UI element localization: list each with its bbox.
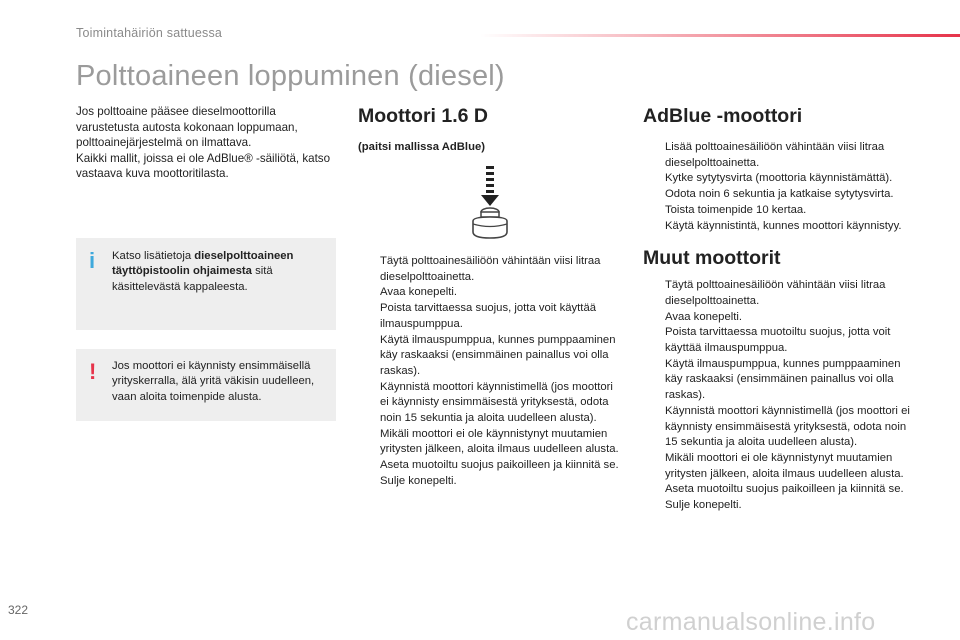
step-item (643, 451, 913, 482)
adblue-title: AdBlue -moottori (643, 105, 803, 127)
step-item (643, 310, 913, 326)
step-text: Lisää polttoainesäiliöön vähintään viisi litraa dieselpolttoainetta. (665, 141, 885, 169)
intro-text (76, 104, 338, 182)
engine-16d-subtitle: (paitsi mallissa AdBlue) (358, 141, 486, 153)
info-box (76, 238, 336, 330)
step-item (643, 171, 913, 187)
step-item (643, 187, 913, 203)
step-item (358, 301, 620, 332)
header-rule (480, 34, 960, 37)
step-text: Toista toimenpide 10 kertaa. (665, 203, 807, 216)
info-text-before: Katso lisätietoja (112, 250, 195, 262)
adblue-steps (643, 140, 913, 234)
engine-16d-section (358, 104, 620, 153)
engine-16d-steps (358, 254, 620, 490)
step-item (358, 333, 620, 380)
warning-box (76, 349, 336, 421)
warning-text: Jos moottori ei käynnisty ensimmäisellä yrityskerralla, älä yritä väkisin uudelleen, vaan aloita toimenpide alusta. (112, 360, 315, 403)
intro-paragraph: Kaikki mallit, joissa ei ole AdBlue® -säiliötä, katso vastaava kuva moottoritilasta. (76, 151, 331, 181)
step-item (643, 278, 913, 309)
step-item (643, 325, 913, 356)
step-item (643, 357, 913, 404)
step-text: Aseta muotoiltu suojus paikoilleen ja kiinnitä se. (380, 459, 619, 472)
step-text: Käynnistä moottori käynnistimellä (jos moottori ei käynnisty ensimmäisestä yrityksestä, odota noin 15 sekuntia ja aloita uudelleen alusta). (665, 404, 910, 449)
step-text: Aseta muotoiltu suojus paikoilleen ja kiinnitä se. (665, 483, 904, 496)
step-item (358, 458, 620, 474)
page-number: 322 (8, 603, 29, 617)
step-text: Kytke sytytysvirta (moottoria käynnistämättä). (665, 172, 893, 185)
step-text: Odota noin 6 sekuntia ja katkaise sytytysvirta. (665, 188, 894, 201)
step-text: Poista tarvittaessa suojus, jotta voit käyttää ilmauspumppua. (380, 302, 597, 330)
engine-16d-title: Moottori 1.6 D (358, 105, 488, 127)
step-item (643, 140, 913, 171)
step-text: Avaa konepelti. (665, 310, 743, 323)
info-text-bold: dieselpolttoaineen täyttöpistoolin ohjaimesta (112, 250, 294, 278)
right-column (643, 104, 913, 514)
step-item (643, 404, 913, 451)
warning-icon: ! (89, 359, 97, 384)
step-text: Mikäli moottori ei ole käynnistynyt muutamien yritysten jälkeen, aloita ilmaus uudelleen alusta. (380, 427, 619, 456)
step-text: Poista tarvittaessa muotoiltu suojus, jotta voit käyttää ilmauspumppua. (665, 326, 891, 355)
step-text: Mikäli moottori ei ole käynnistynyt muutamien yritysten jälkeen, aloita ilmaus uudelleen alusta. (665, 451, 904, 480)
step-text: Käytä käynnistintä, kunnes moottori käynnistyy. (665, 219, 902, 232)
step-item (358, 427, 620, 458)
step-text: Täytä polttoainesäiliöön vähintään viisi litraa dieselpolttoainetta. (665, 279, 886, 307)
step-text: Käynnistä moottori käynnistimellä (jos moottori ei käynnisty ensimmäisestä yrityksestä, odota noin 15 sekuntia ja aloita uudelleen alusta). (380, 380, 613, 425)
section-header: Toimintahäiriön sattuessa (76, 26, 223, 40)
step-text: Käytä ilmauspumppua, kunnes pumppaaminen käy raskaaksi (ensimmäinen painallus voi olla raskas). (380, 333, 616, 377)
step-item (358, 285, 620, 301)
page-title: Polttoaineen loppuminen (diesel) (76, 60, 505, 92)
fuel-primer-pump-icon (470, 166, 510, 240)
step-text: Käytä ilmauspumppua, kunnes pumppaaminen käy raskaaksi (ensimmäinen painallus voi olla raskas). (665, 357, 901, 402)
step-item (643, 203, 913, 219)
intro-paragraph: Jos polttoaine pääsee dieselmoottorilla varustetusta autosta kokonaan loppumaan, polttoainejärjestelmä on ilmattava. (76, 105, 298, 150)
step-text: Avaa konepelti. (380, 286, 458, 299)
step-item (358, 380, 620, 427)
step-item (358, 474, 620, 490)
step-item (643, 498, 913, 514)
step-item (643, 482, 913, 498)
step-text: Täytä polttoainesäiliöön vähintään viisi litraa dieselpolttoainetta. (380, 255, 601, 283)
info-icon: i (89, 248, 96, 273)
step-item (643, 219, 913, 235)
other-engines-title: Muut moottorit (643, 247, 781, 270)
watermark: carmanualsonline.info (626, 608, 876, 636)
step-text: Sulje konepelti. (665, 499, 742, 512)
step-item (358, 254, 620, 285)
step-text: Sulje konepelti. (380, 474, 457, 487)
other-engines-steps (643, 278, 913, 514)
info-text-after: sitä käsittelevästä kappaleesta. (112, 265, 273, 293)
